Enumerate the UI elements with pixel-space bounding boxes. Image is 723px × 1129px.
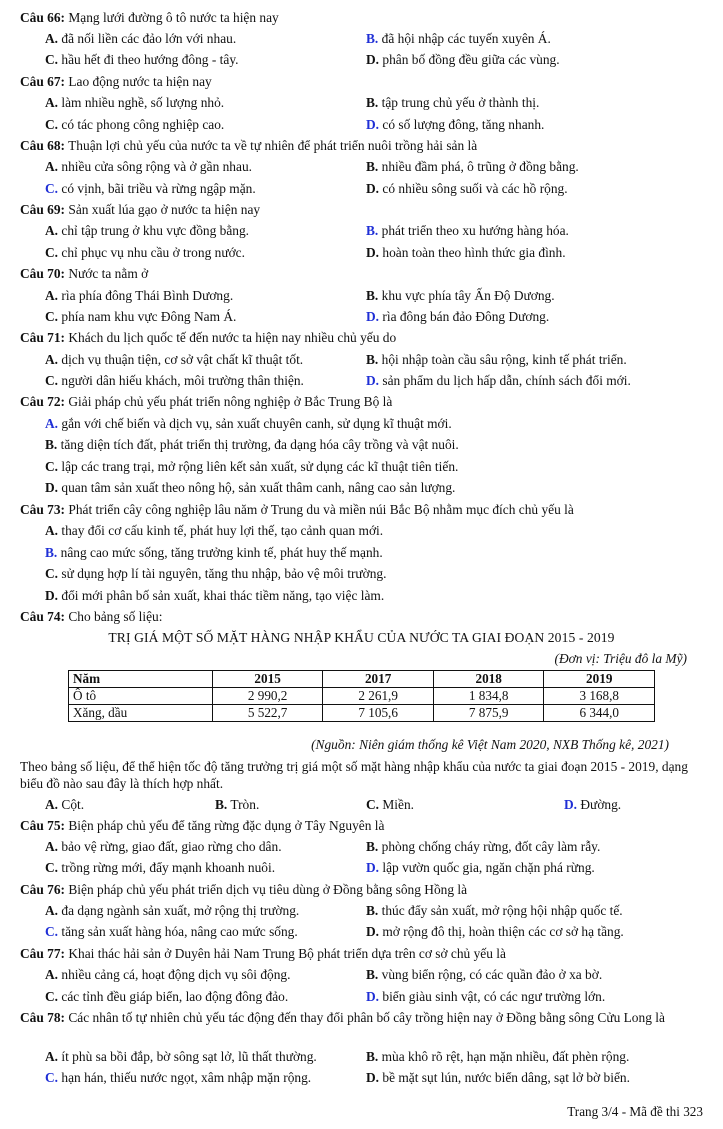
option-70-c[interactable]: C. phía nam khu vực Đông Nam Á. bbox=[45, 309, 237, 324]
question-76 bbox=[20, 881, 467, 898]
option-71-c[interactable]: C. người dân hiếu khách, môi trường thân thiện. bbox=[45, 373, 304, 388]
table-cell: 2 990,2 bbox=[212, 688, 323, 705]
option-70-b[interactable]: B. khu vực phía tây Ấn Độ Dương. bbox=[366, 288, 555, 303]
question-text: Biện pháp chủ yếu để tăng rừng đặc dụng ở Tây Nguyên là bbox=[68, 818, 385, 833]
option-75-c[interactable]: C. trồng rừng mới, đẩy mạnh khoanh nuôi. bbox=[45, 860, 276, 875]
option-78-c[interactable]: C. hạn hán, thiếu nước ngọt, xâm nhập mặn rộng. bbox=[45, 1070, 312, 1085]
question-number: Câu 73: bbox=[20, 502, 66, 517]
table-unit: (Đơn vị: Triệu đô la Mỹ) bbox=[554, 651, 687, 666]
option-76-c[interactable]: C. tăng sản xuất hàng hóa, nâng cao mức sống. bbox=[45, 924, 298, 939]
question-text: Thuận lợi chủ yếu của nước ta về tự nhiên để phát triển nuôi trồng hải sản là bbox=[68, 138, 478, 153]
option-73-c[interactable]: C. sử dụng hợp lí tài nguyên, tăng thu nhập, bảo vệ môi trường. bbox=[45, 566, 387, 581]
option-78-b[interactable]: B. mùa khô rõ rệt, hạn mặn nhiều, đất phèn rộng. bbox=[366, 1049, 630, 1064]
option-67-d[interactable]: D. có số lượng đông, tăng nhanh. bbox=[366, 117, 545, 132]
option-68-b[interactable]: B. nhiều đầm phá, ô trũng ở đồng bằng. bbox=[366, 159, 579, 174]
question-text: Nước ta nằm ở bbox=[68, 266, 149, 281]
question-71 bbox=[20, 329, 396, 346]
header-cell: Năm bbox=[69, 671, 213, 688]
question-text: Mạng lưới đường ô tô nước ta hiện nay bbox=[68, 10, 279, 25]
table-cell: 7 105,6 bbox=[323, 705, 434, 722]
option-67-b[interactable]: B. tập trung chủ yếu ở thành thị. bbox=[366, 95, 540, 110]
option-69-a[interactable]: A. chỉ tập trung ở khu vực đồng bằng. bbox=[45, 223, 250, 238]
option-72-a[interactable]: A. gắn với chế biến và dịch vụ, sản xuất chuyên canh, sử dụng kĩ thuật mới. bbox=[45, 416, 452, 431]
table-cell: 1 834,8 bbox=[433, 688, 544, 705]
option-76-d[interactable]: D. mở rộng đô thị, hoàn thiện các cơ sở hạ tầng. bbox=[366, 924, 624, 939]
question-68 bbox=[20, 137, 477, 154]
question-text: Cho bảng số liệu: bbox=[68, 609, 163, 624]
table-cell: 2 261,9 bbox=[323, 688, 434, 705]
question-number: Câu 77: bbox=[20, 946, 66, 961]
header-cell: 2017 bbox=[323, 671, 434, 688]
option-74-b[interactable]: B. Tròn. bbox=[215, 797, 260, 812]
table-title: TRỊ GIÁ MỘT SỐ MẶT HÀNG NHẬP KHẨU CỦA NƯỚC TA GIAI ĐOẠN 2015 - 2019 bbox=[108, 630, 615, 645]
option-73-b[interactable]: B. nâng cao mức sống, tăng trưởng kinh tế, phát huy thế mạnh. bbox=[45, 545, 383, 560]
option-69-b[interactable]: B. phát triển theo xu hướng hàng hóa. bbox=[366, 223, 569, 238]
question-75 bbox=[20, 817, 384, 834]
question-number: Câu 66: bbox=[20, 10, 66, 25]
table-cell: 3 168,8 bbox=[544, 688, 655, 705]
option-77-c[interactable]: C. các tỉnh đều giáp biển, lao động đông đảo. bbox=[45, 989, 289, 1004]
option-67-a[interactable]: A. làm nhiều nghề, số lượng nhỏ. bbox=[45, 95, 225, 110]
question-73 bbox=[20, 501, 574, 518]
question-text: Sản xuất lúa gạo ở nước ta hiện nay bbox=[68, 202, 261, 217]
question-number: Câu 69: bbox=[20, 202, 66, 217]
option-72-d[interactable]: D. quan tâm sản xuất theo nông hộ, sản xuất thâm canh, nâng cao sản lượng. bbox=[45, 480, 456, 495]
table-cell: 5 522,7 bbox=[212, 705, 323, 722]
option-74-a[interactable]: A. Cột. bbox=[45, 797, 85, 812]
table-cell: 6 344,0 bbox=[544, 705, 655, 722]
option-66-b[interactable]: B. đã hội nhập các tuyến xuyên Á. bbox=[366, 31, 551, 46]
option-74-d[interactable]: D. Đường. bbox=[564, 797, 622, 812]
option-71-a[interactable]: A. dịch vụ thuận tiện, cơ sở vật chất kĩ thuật tốt. bbox=[45, 352, 304, 367]
question-74-prompt: Theo bảng số liệu, để thể hiện tốc độ tăng trưởng trị giá một số mặt hàng nhập khẩu của nước ta giai đoạn 2015 - 2019, dạng biểu đồ nào sau đây là thích hợp nhất. bbox=[20, 759, 688, 791]
question-text: Khai thác hải sản ở Duyên hải Nam Trung Bộ phát triển dựa trên cơ sở chủ yếu là bbox=[68, 946, 506, 961]
question-66 bbox=[20, 9, 279, 26]
option-67-c[interactable]: C. có tác phong công nghiệp cao. bbox=[45, 117, 225, 132]
option-69-d[interactable]: D. hoàn toàn theo hình thức gia đình. bbox=[366, 245, 566, 260]
header-cell: 2019 bbox=[544, 671, 655, 688]
option-77-a[interactable]: A. nhiều cảng cá, hoạt động dịch vụ sôi động. bbox=[45, 967, 291, 982]
question-number: Câu 70: bbox=[20, 266, 66, 281]
option-73-d[interactable]: D. đổi mới phân bố sản xuất, khai thác tiềm năng, tạo việc làm. bbox=[45, 588, 385, 603]
question-number: Câu 71: bbox=[20, 330, 66, 345]
row-label: Ô tô bbox=[69, 688, 213, 705]
question-number: Câu 68: bbox=[20, 138, 66, 153]
option-74-c[interactable]: C. Miền. bbox=[366, 797, 415, 812]
option-77-b[interactable]: B. vùng biển rộng, có các quần đảo ở xa bờ. bbox=[366, 967, 603, 982]
option-72-c[interactable]: C. lập các trang trại, mở rộng liên kết sản xuất, sử dụng các kĩ thuật tiên tiến. bbox=[45, 459, 459, 474]
option-68-c[interactable]: C. có vịnh, bãi triều và rừng ngập mặn. bbox=[45, 181, 256, 196]
question-74 bbox=[20, 608, 162, 625]
question-67 bbox=[20, 73, 212, 90]
question-text: Giải pháp chủ yếu phát triển nông nghiệp ở Bắc Trung Bộ là bbox=[68, 394, 393, 409]
table-header-row bbox=[69, 671, 655, 688]
page-footer: Trang 3/4 - Mã đề thi 323 bbox=[567, 1104, 703, 1119]
option-69-c[interactable]: C. chỉ phục vụ nhu cầu ở trong nước. bbox=[45, 245, 245, 260]
option-70-d[interactable]: D. rìa đông bán đảo Đông Dương. bbox=[366, 309, 550, 324]
question-number: Câu 74: bbox=[20, 609, 66, 624]
question-78 bbox=[20, 1009, 710, 1026]
table-source: (Nguồn: Niên giám thống kê Việt Nam 2020, NXB Thống kê, 2021) bbox=[311, 737, 669, 752]
row-label: Xăng, dầu bbox=[69, 705, 213, 722]
table-cell: 7 875,9 bbox=[433, 705, 544, 722]
question-70 bbox=[20, 265, 148, 282]
option-66-c[interactable]: C. hầu hết đi theo hướng đông - tây. bbox=[45, 52, 239, 67]
option-78-a[interactable]: A. ít phù sa bồi đắp, bờ sông sạt lở, lũ thất thường. bbox=[45, 1049, 317, 1064]
question-number: Câu 67: bbox=[20, 74, 66, 89]
question-number: Câu 78: bbox=[20, 1010, 66, 1025]
option-66-d[interactable]: D. phân bố đồng đều giữa các vùng. bbox=[366, 52, 560, 67]
question-number: Câu 72: bbox=[20, 394, 66, 409]
import-value-table bbox=[68, 670, 655, 722]
question-number: Câu 76: bbox=[20, 882, 66, 897]
option-75-a[interactable]: A. bảo vệ rừng, giao đất, giao rừng cho dân. bbox=[45, 839, 282, 854]
option-71-d[interactable]: D. sản phẩm du lịch hấp dẫn, chính sách đổi mới. bbox=[366, 373, 631, 388]
question-69 bbox=[20, 201, 260, 218]
option-66-a[interactable]: A. đã nối liền các đảo lớn với nhau. bbox=[45, 31, 237, 46]
option-77-d[interactable]: D. biển giàu sinh vật, có các ngư trường lớn. bbox=[366, 989, 606, 1004]
table-row bbox=[69, 688, 655, 705]
option-76-b[interactable]: B. thúc đẩy sản xuất, mở rộng hội nhập quốc tế. bbox=[366, 903, 623, 918]
option-75-d[interactable]: D. lập vườn quốc gia, ngăn chặn phá rừng. bbox=[366, 860, 595, 875]
option-68-d[interactable]: D. có nhiều sông suối và các hồ rộng. bbox=[366, 181, 568, 196]
header-cell: 2018 bbox=[433, 671, 544, 688]
option-76-a[interactable]: A. đa dạng ngành sản xuất, mở rộng thị trường. bbox=[45, 903, 300, 918]
option-75-b[interactable]: B. phòng chống cháy rừng, đốt cây làm rẫy. bbox=[366, 839, 601, 854]
question-text: Biện pháp chủ yếu phát triển dịch vụ tiêu dùng ở Đồng bằng sông Hồng là bbox=[68, 882, 468, 897]
question-text: Khách du lịch quốc tế đến nước ta hiện nay nhiều chủ yếu do bbox=[68, 330, 397, 345]
option-78-d[interactable]: D. bề mặt sụt lún, nước biển dâng, sạt lở bờ biển. bbox=[366, 1070, 630, 1085]
option-72-b[interactable]: B. tăng diện tích đất, phát triển thị trường, đa dạng hóa cây trồng và vật nuôi. bbox=[45, 437, 459, 452]
header-cell: 2015 bbox=[212, 671, 323, 688]
question-72 bbox=[20, 393, 392, 410]
question-77 bbox=[20, 945, 506, 962]
question-text: Các nhân tố tự nhiên chủ yếu tác động đến thay đổi phân bố cây trồng hiện nay ở Đồng bằng sông Cửu Long là bbox=[68, 1010, 665, 1025]
option-71-b[interactable]: B. hội nhập toàn cầu sâu rộng, kinh tế phát triển. bbox=[366, 352, 627, 367]
question-text: Phát triển cây công nghiệp lâu năm ở Trung du và miền núi Bắc Bộ nhằm mục đích chủ yếu là bbox=[68, 502, 574, 517]
table-row bbox=[69, 705, 655, 722]
question-text: Lao động nước ta hiện nay bbox=[68, 74, 212, 89]
option-70-a[interactable]: A. rìa phía đông Thái Bình Dương. bbox=[45, 288, 234, 303]
question-number: Câu 75: bbox=[20, 818, 66, 833]
option-68-a[interactable]: A. nhiều cửa sông rộng và ở gần nhau. bbox=[45, 159, 252, 174]
option-73-a[interactable]: A. thay đổi cơ cấu kinh tế, phát huy lợi thế, tạo cảnh quan mới. bbox=[45, 523, 384, 538]
